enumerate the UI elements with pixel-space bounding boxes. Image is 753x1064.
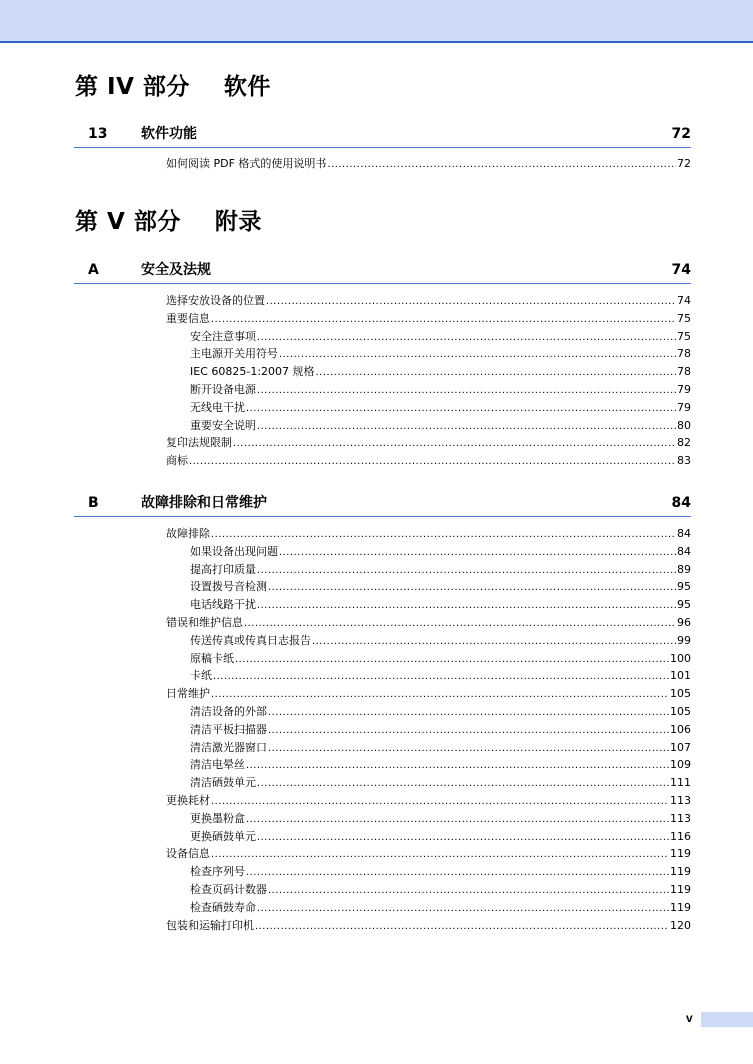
toc-entry-title: 设置拨号音检测	[190, 580, 267, 594]
toc-subentry[interactable]	[190, 633, 691, 648]
chapter-a-heading[interactable]	[74, 261, 691, 284]
dot-leader	[211, 794, 669, 809]
part-v-title: 第 V 部分 附录	[75, 209, 262, 235]
toc-entry-page: 119	[670, 900, 691, 914]
chapter-13-heading[interactable]	[74, 125, 691, 148]
toc-entry-page: 78	[677, 347, 691, 361]
toc-entry[interactable]	[166, 156, 691, 171]
chapter-title: 安全及法规	[141, 262, 211, 278]
dot-leader	[257, 830, 669, 845]
toc-entry-page: 83	[677, 454, 691, 468]
dot-leader	[316, 365, 676, 380]
toc-entry-page: 75	[677, 311, 691, 325]
toc-entry-title: 检查页码计数器	[190, 883, 267, 896]
dot-leader	[257, 598, 676, 613]
toc-entry-title: 卡纸	[190, 669, 212, 683]
toc-subentry[interactable]	[190, 562, 691, 577]
toc-entry-title: 断开设备电源	[190, 383, 256, 396]
toc-entry[interactable]	[166, 686, 691, 701]
dot-leader	[211, 312, 676, 327]
dot-leader	[257, 776, 669, 791]
toc-subentry[interactable]	[190, 400, 691, 415]
toc-subentry[interactable]	[190, 382, 691, 397]
toc-entry-page: 96	[677, 616, 691, 629]
toc-entry-page: 105	[670, 705, 691, 718]
dot-leader	[246, 401, 676, 416]
toc-subentry[interactable]	[190, 722, 691, 737]
toc-entry-page: 74	[677, 294, 691, 307]
toc-entry[interactable]	[166, 615, 691, 630]
toc-entry[interactable]	[166, 293, 691, 308]
toc-entry-title: 主电源开关用符号	[190, 347, 278, 361]
toc-entry[interactable]	[166, 793, 691, 808]
dot-leader	[268, 705, 669, 720]
toc-subentry[interactable]	[190, 579, 691, 594]
toc-entry[interactable]	[166, 526, 691, 541]
toc-entry-title: 包装和运输打印机	[166, 918, 254, 932]
toc-entry-page: 84	[677, 527, 691, 540]
toc-entry-page: 120	[670, 918, 691, 932]
chapter-page: 72	[671, 126, 691, 142]
toc-entry-title: IEC 60825-1:2007 规格	[190, 365, 315, 379]
chapter-b-heading[interactable]	[74, 494, 691, 517]
footer-band	[701, 1012, 753, 1027]
toc-entry-title: 选择安放设备的位置	[166, 294, 265, 307]
toc-subentry[interactable]	[190, 418, 691, 433]
toc-entry-page: 106	[670, 722, 691, 736]
toc-entry-page: 100	[670, 651, 691, 665]
toc-subentry[interactable]	[190, 775, 691, 790]
dot-leader	[257, 901, 669, 916]
toc-entry-title: 提高打印质量	[190, 562, 256, 576]
toc-entry-page: 99	[677, 633, 691, 647]
toc-entry-page: 119	[670, 865, 691, 879]
dot-leader	[279, 545, 676, 560]
toc-entry-page: 119	[670, 847, 691, 861]
dot-leader	[211, 847, 669, 862]
toc-entry[interactable]	[166, 918, 691, 933]
toc-subentry[interactable]	[190, 882, 691, 897]
toc-entry-page: 113	[670, 811, 691, 825]
toc-subentry[interactable]	[190, 811, 691, 826]
dot-leader	[268, 883, 669, 898]
toc-entry[interactable]	[166, 311, 691, 326]
toc-entry-page: 113	[670, 794, 691, 807]
chapter-title: 软件功能	[141, 126, 197, 142]
toc-entry-title: 错误和维护信息	[166, 616, 243, 629]
toc-entry-title: 清洁硒鼓单元	[190, 776, 256, 790]
toc-entry-page: 79	[677, 400, 691, 414]
chapter-page: 74	[671, 262, 691, 278]
toc-entry-page: 95	[677, 598, 691, 612]
toc-entry[interactable]	[166, 435, 691, 450]
toc-entry[interactable]	[166, 846, 691, 861]
toc-entry-title: 清洁电晕丝	[190, 758, 245, 772]
dot-leader	[257, 419, 676, 434]
toc-entry-page: 116	[670, 829, 691, 843]
page-number: v	[686, 1011, 693, 1025]
dot-leader	[244, 616, 676, 631]
toc-entry-title: 设备信息	[166, 847, 210, 861]
chapter-page: 84	[671, 495, 691, 511]
toc-entry-page: 79	[677, 383, 691, 396]
toc-subentry[interactable]	[190, 829, 691, 844]
dot-leader	[257, 330, 676, 345]
toc-entry-page: 84	[677, 544, 691, 558]
toc-entry-title: 复印法规限制	[166, 436, 232, 450]
dot-leader	[233, 436, 676, 451]
dot-leader	[213, 669, 669, 684]
dot-leader	[246, 865, 669, 880]
toc-subentry[interactable]	[190, 346, 691, 361]
toc-subentry[interactable]	[190, 364, 691, 379]
toc-entry-title: 故障排除	[166, 527, 210, 540]
toc-entry-title: 重要信息	[166, 311, 210, 325]
toc-entry-page: 80	[677, 418, 691, 432]
toc-entry-title: 无线电干扰	[190, 400, 245, 414]
part-iv-title: 第 IV 部分 软件	[75, 74, 271, 100]
toc-entry-title: 重要安全说明	[190, 418, 256, 432]
toc-entry-page: 119	[670, 883, 691, 896]
dot-leader	[268, 580, 676, 595]
toc-entry-title: 如何阅读 PDF 格式的使用说明书	[166, 157, 327, 170]
toc-subentry[interactable]	[190, 597, 691, 612]
toc-entry[interactable]	[166, 453, 691, 468]
toc-entry-title: 检查序列号	[190, 865, 245, 879]
header-band	[0, 0, 753, 43]
dot-leader	[211, 687, 669, 702]
chapter-number: B	[88, 495, 99, 511]
toc-entry-title: 原稿卡纸	[190, 651, 234, 665]
chapter-title: 故障排除和日常维护	[141, 495, 267, 511]
dot-leader	[312, 634, 676, 649]
dot-leader	[268, 723, 669, 738]
toc-entry-title: 商标	[166, 454, 188, 468]
toc-entry-title: 安全注意事项	[190, 329, 256, 343]
toc-subentry[interactable]	[190, 900, 691, 915]
dot-leader	[266, 294, 676, 309]
dot-leader	[189, 454, 676, 469]
dot-leader	[327, 157, 676, 172]
toc-subentry[interactable]	[190, 544, 691, 559]
dot-leader	[235, 652, 669, 667]
toc-entry-page: 78	[677, 365, 691, 379]
toc-subentry[interactable]	[190, 668, 691, 683]
toc-entry-title: 更换硒鼓单元	[190, 829, 256, 843]
dot-leader	[255, 919, 669, 934]
dot-leader	[257, 383, 676, 398]
dot-leader	[268, 741, 669, 756]
chapter-number: A	[88, 262, 99, 278]
toc-subentry[interactable]	[190, 757, 691, 772]
toc-entry-title: 清洁设备的外部	[190, 705, 267, 718]
toc-entry-title: 更换墨粉盒	[190, 811, 245, 825]
toc-entry-page: 101	[670, 669, 691, 683]
toc-subentry[interactable]	[190, 651, 691, 666]
toc-entry-page: 72	[677, 157, 691, 170]
toc-subentry[interactable]	[190, 704, 691, 719]
toc-entry-title: 电话线路干扰	[190, 598, 256, 612]
toc-entry-page: 105	[670, 687, 691, 701]
chapter-number: 13	[88, 126, 108, 142]
dot-leader	[246, 758, 669, 773]
toc-subentry[interactable]	[190, 864, 691, 879]
toc-entry-title: 更换耗材	[166, 794, 210, 807]
toc-entry-page: 111	[670, 776, 691, 790]
toc-entry-title: 检查硒鼓寿命	[190, 900, 256, 914]
toc-entry-title: 日常维护	[166, 687, 210, 701]
toc-entry-page: 109	[670, 758, 691, 772]
toc-entry-page: 82	[677, 436, 691, 450]
toc-subentry[interactable]	[190, 329, 691, 344]
dot-leader	[211, 527, 676, 542]
dot-leader	[257, 563, 676, 578]
toc-entry-title: 如果设备出现问题	[190, 544, 278, 558]
dot-leader	[279, 347, 676, 362]
toc-entry-page: 75	[677, 329, 691, 343]
toc-subentry[interactable]	[190, 740, 691, 755]
toc-entry-title: 传送传真或传真日志报告	[190, 633, 311, 647]
toc-entry-page: 107	[670, 740, 691, 754]
toc-entry-title: 清洁激光器窗口	[190, 740, 267, 754]
toc-entry-title: 清洁平板扫描器	[190, 722, 267, 736]
dot-leader	[246, 812, 669, 827]
toc-entry-page: 89	[677, 562, 691, 576]
toc-entry-page: 95	[677, 580, 691, 594]
